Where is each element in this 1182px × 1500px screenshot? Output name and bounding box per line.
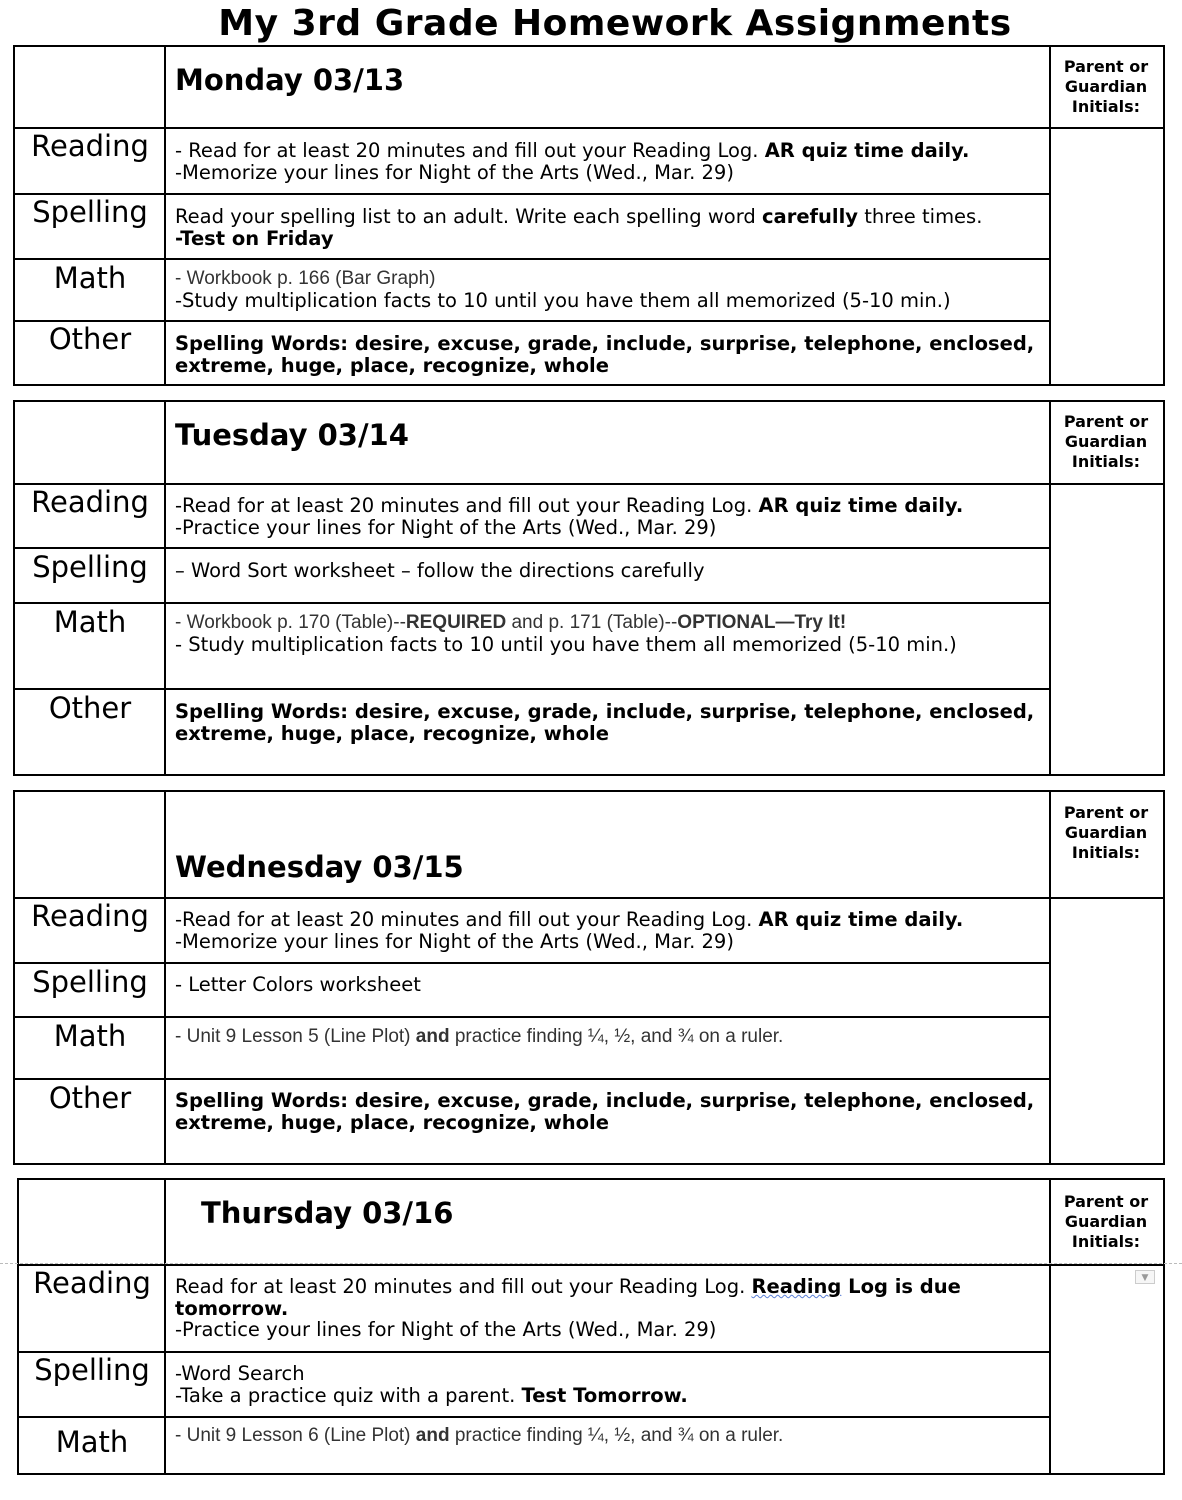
other-assignment: Spelling Words: desire, excuse, grade, include, surprise, telephone, enclosed, extreme, huge, place, recognize, whole bbox=[175, 332, 1035, 377]
math-assignment: - Unit 9 Lesson 6 (Line Plot) and practice finding ¼, ½, and ¾ on a ruler. bbox=[175, 1425, 784, 1446]
day-table-monday bbox=[13, 45, 1165, 386]
day-heading: Monday 03/13 bbox=[175, 63, 405, 97]
math-assignment: - Unit 9 Lesson 5 (Line Plot) and practice finding ¼, ½, and ¾ on a ruler. bbox=[175, 1026, 784, 1047]
day-table-thursday bbox=[17, 1178, 1165, 1475]
parent-initials-label: Parent or Guardian Initials: bbox=[1063, 57, 1149, 116]
parent-initials-label: Parent or Guardian Initials: bbox=[1063, 412, 1149, 471]
spelling-assignment: Read your spelling list to an adult. Write each spelling word carefully three times. -Test on Friday bbox=[175, 205, 983, 250]
math-assignment: - Workbook p. 166 (Bar Graph) -Study multiplication facts to 10 until you have them all memorized (5-10 min.) bbox=[175, 268, 951, 312]
subject-other: Other bbox=[48, 691, 132, 725]
subject-spelling: Spelling bbox=[34, 1353, 150, 1387]
subject-spelling: Spelling bbox=[32, 550, 148, 584]
page-title: My 3rd Grade Homework Assignments bbox=[218, 3, 1012, 44]
day-heading: Thursday 03/16 bbox=[201, 1196, 454, 1230]
parent-initials-label: Parent or Guardian Initials: bbox=[1063, 1192, 1149, 1251]
reading-assignment: -Read for at least 20 minutes and fill out your Reading Log. AR quiz time daily. -Memorize your lines for Night of the Arts (Wed., Mar. 29) bbox=[175, 908, 964, 953]
reading-assignment: Read for at least 20 minutes and fill out your Reading Log. Reading Log is due tomorrow. -Practice your lines for Night of the Arts (Wed., Mar. 29) bbox=[175, 1275, 961, 1341]
subject-reading: Reading bbox=[31, 899, 149, 933]
subject-reading: Reading bbox=[31, 485, 149, 519]
day-heading: Wednesday 03/15 bbox=[175, 850, 464, 884]
subject-math: Math bbox=[53, 261, 127, 295]
subject-other: Other bbox=[48, 1081, 132, 1115]
subject-spelling: Spelling bbox=[32, 195, 148, 229]
chevron-down-icon[interactable]: ▼ bbox=[1135, 1270, 1155, 1284]
reading-assignment: -Read for at least 20 minutes and fill out your Reading Log. AR quiz time daily. -Practice your lines for Night of the Arts (Wed., Mar. 29) bbox=[175, 494, 964, 539]
other-assignment: Spelling Words: desire, excuse, grade, include, surprise, telephone, enclosed, extreme, huge, place, recognize, whole bbox=[175, 1089, 1035, 1134]
other-assignment: Spelling Words: desire, excuse, grade, include, surprise, telephone, enclosed, extreme, huge, place, recognize, whole bbox=[175, 700, 1035, 745]
day-heading: Tuesday 03/14 bbox=[175, 418, 409, 452]
subject-reading: Reading bbox=[33, 1266, 151, 1300]
subject-other: Other bbox=[48, 322, 132, 356]
spelling-assignment: - Letter Colors worksheet bbox=[175, 973, 421, 996]
page-break-line bbox=[0, 1263, 1182, 1264]
subject-math: Math bbox=[53, 1019, 127, 1053]
day-table-wednesday bbox=[13, 790, 1165, 1165]
subject-spelling: Spelling bbox=[32, 965, 148, 999]
day-table-tuesday bbox=[13, 400, 1165, 776]
parent-initials-label: Parent or Guardian Initials: bbox=[1063, 803, 1149, 862]
math-assignment: - Workbook p. 170 (Table)--REQUIRED and p. 171 (Table)--OPTIONAL—Try It! - Study multiplication facts to 10 until you have them all memorized (5-10 min.) bbox=[175, 612, 957, 656]
spelling-assignment: -Word Search -Take a practice quiz with a parent. Test Tomorrow. bbox=[175, 1362, 688, 1407]
subject-math: Math bbox=[55, 1425, 129, 1459]
reading-assignment: - Read for at least 20 minutes and fill out your Reading Log. AR quiz time daily. -Memorize your lines for Night of the Arts (Wed., Mar. 29) bbox=[175, 139, 970, 184]
subject-math: Math bbox=[53, 605, 127, 639]
subject-reading: Reading bbox=[31, 129, 149, 163]
spelling-assignment: – Word Sort worksheet – follow the directions carefully bbox=[175, 559, 705, 582]
